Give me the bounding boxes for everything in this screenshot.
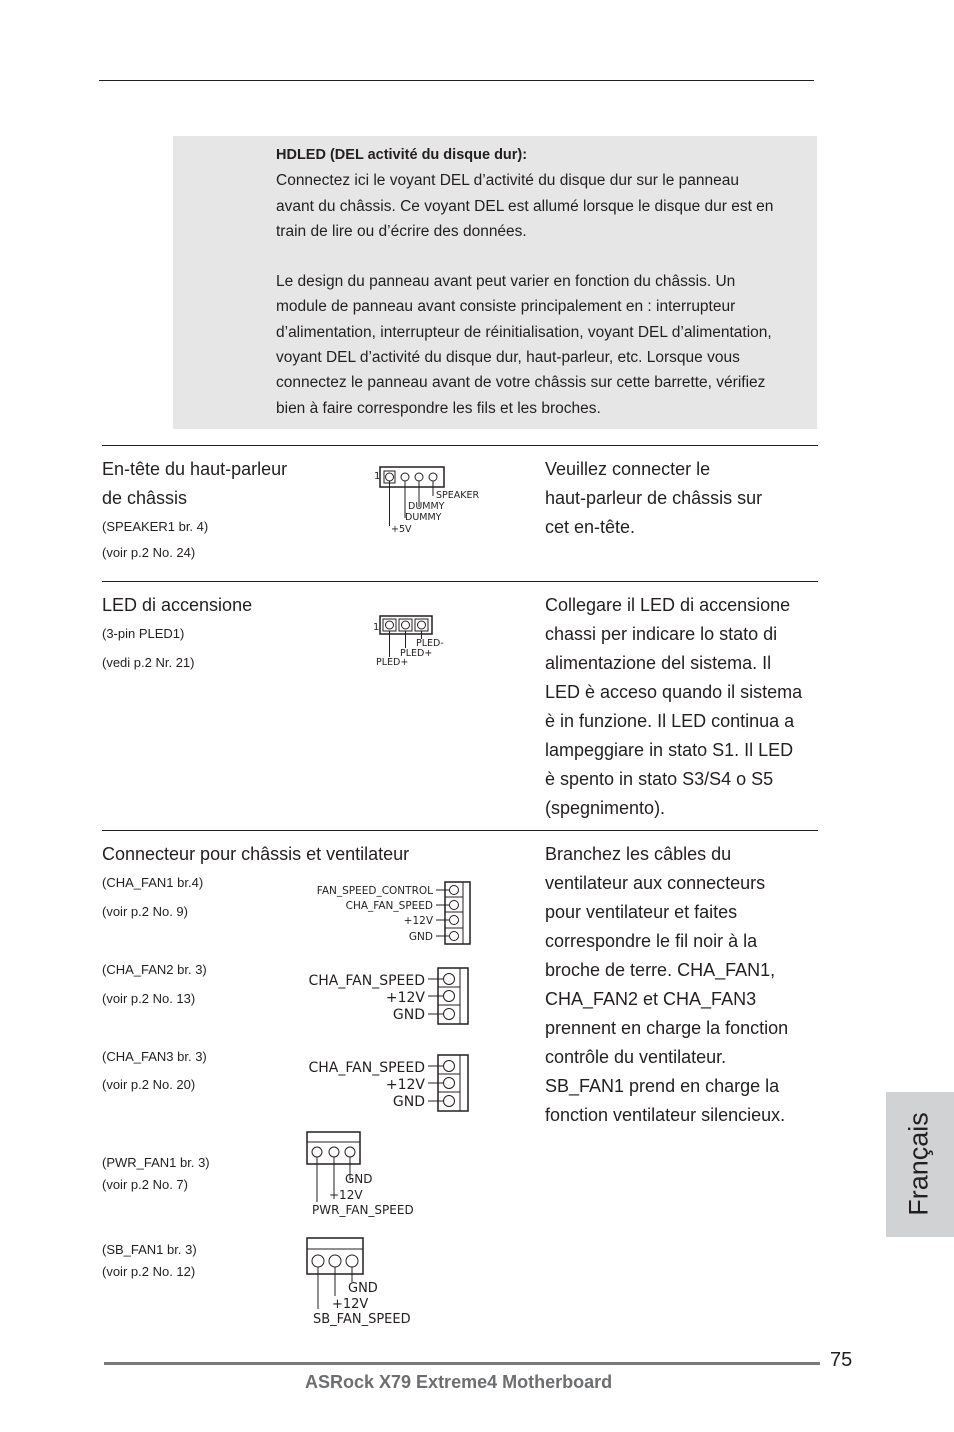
footer-bar [104,1362,820,1365]
pin-pled-plus: PLED+ [376,657,409,668]
pin-dummy: DUMMY [408,501,445,512]
page-number: 75 [830,1349,853,1371]
pled-header-diagram [370,610,460,670]
language-tab-label: Français [903,1112,934,1216]
note-line: module de panneau avant consiste principalement en : interrupteur [276,298,736,316]
note-title: HDLED (DEL activité du disque dur): [276,147,528,163]
note-line: voyant DEL d’activité du disque dur, haut-parleur, etc. Lorsque vous [276,349,740,367]
note-line: Le design du panneau avant peut varier en fonction du châssis. Un [276,273,736,291]
note-line: Connectez ici le voyant DEL d’activité du disque dur sur le panneau [276,172,739,190]
svg-text:+12V: +12V [385,1077,425,1093]
cha-fan2-ref: (CHA_FAN2 br. 3) (voir p.2 No. 13) [102,962,207,1006]
fans-title: Connecteur pour châssis et ventilateur [102,844,410,864]
pin-pled-minus: PLED- [416,638,444,649]
pin1-label: 1 [374,471,381,482]
svg-text:+12V: +12V [385,990,425,1006]
pin-5v: +5V [391,524,412,535]
svg-text:CHA_FAN_SPEED: CHA_FAN_SPEED [308,973,425,989]
pwr-fan1-ref: (PWR_FAN1 br. 3) (voir p.2 No. 7) [102,1155,210,1192]
top-rule [99,80,814,81]
svg-text:GND: GND [348,1281,378,1296]
svg-text:SB_FAN_SPEED: SB_FAN_SPEED [313,1312,411,1327]
note-body [276,143,821,421]
svg-text:+12V: +12V [332,1297,369,1312]
note-line: connectez le panneau avant de votre châssis sur cette barrette, vérifiez [276,374,766,392]
speaker-description: Veuillez connecter le haut-parleur de châssis sur cet en-tête. [545,459,763,537]
pin1-label: 1 [373,622,380,633]
pled-description: Collegare il LED di accensione chassi per indicare lo stato di alimentazione del sistema. Il LED è acceso quando il sistema è in funzione. Il LED continua a lampeggiare in stato S1. Il LED è spento in stato S3/S4 o S5 (spegnimento). [545,595,803,818]
note-line: avant du châssis. Ce voyant DEL est allumé lorsque le disque dur est en [276,197,774,215]
svg-text:FAN_SPEED_CONTROL: FAN_SPEED_CONTROL [316,885,433,897]
footer-title: ASRock X79 Extreme4 Motherboard [305,1372,613,1392]
note-line: train de lire ou d’écrire des données. [276,222,527,240]
speaker-header-diagram [370,462,490,538]
pin-dummy: DUMMY [405,512,442,523]
section-divider [102,445,818,446]
cha-fan2-diagram [300,964,480,1026]
pled-ref: (3-pin PLED1) (vedi p.2 Nr. 21) [102,626,195,670]
pwr-fan1-diagram [302,1128,432,1218]
svg-text:CHA_FAN_SPEED: CHA_FAN_SPEED [308,1060,425,1076]
cha-fan1-diagram [300,878,480,948]
pin-speaker: SPEAKER [436,490,480,501]
svg-text:GND: GND [408,931,433,943]
svg-text:GND: GND [392,1094,425,1110]
svg-text:+12V: +12V [403,915,433,927]
svg-text:+12V: +12V [329,1188,363,1202]
svg-text:CHA_FAN_SPEED: CHA_FAN_SPEED [345,900,433,912]
fans-description: Branchez les câbles du ventilateur aux connecteurs pour ventilateur et faites correspondre le fil noir à la broche de terre. CHA_FAN1, CHA_FAN2 et CHA_FAN3 prennent en charge la fonction contrôle du ventilateur. SB_FAN1 prend en charge la fonction ventilateur silencieux. [545,844,789,1125]
note-line: bien à faire correspondre les fils et les broches. [276,399,601,417]
speaker-ref: (SPEAKER1 br. 4) (voir p.2 No. 24) [102,519,209,560]
cha-fan1-ref: (CHA_FAN1 br.4) (voir p.2 No. 9) [102,875,204,919]
note-line: d’alimentation, interrupteur de réinitialisation, voyant DEL d’alimentation, [276,323,772,341]
sb-fan1-ref: (SB_FAN1 br. 3) (voir p.2 No. 12) [102,1242,197,1279]
svg-text:GND: GND [392,1007,425,1023]
pin-pled-plus: PLED+ [400,648,433,659]
svg-text:PWR_FAN_SPEED: PWR_FAN_SPEED [312,1203,414,1217]
speaker-title: En-tête du haut-parleur de châssis [102,459,288,508]
cha-fan3-diagram [300,1051,480,1113]
section-divider [102,581,818,582]
section-divider [102,830,818,831]
svg-text:GND: GND [345,1172,373,1186]
cha-fan3-ref: (CHA_FAN3 br. 3) (voir p.2 No. 20) [102,1049,207,1092]
pled-title: LED di accensione [102,595,253,615]
sb-fan1-diagram [302,1234,442,1329]
